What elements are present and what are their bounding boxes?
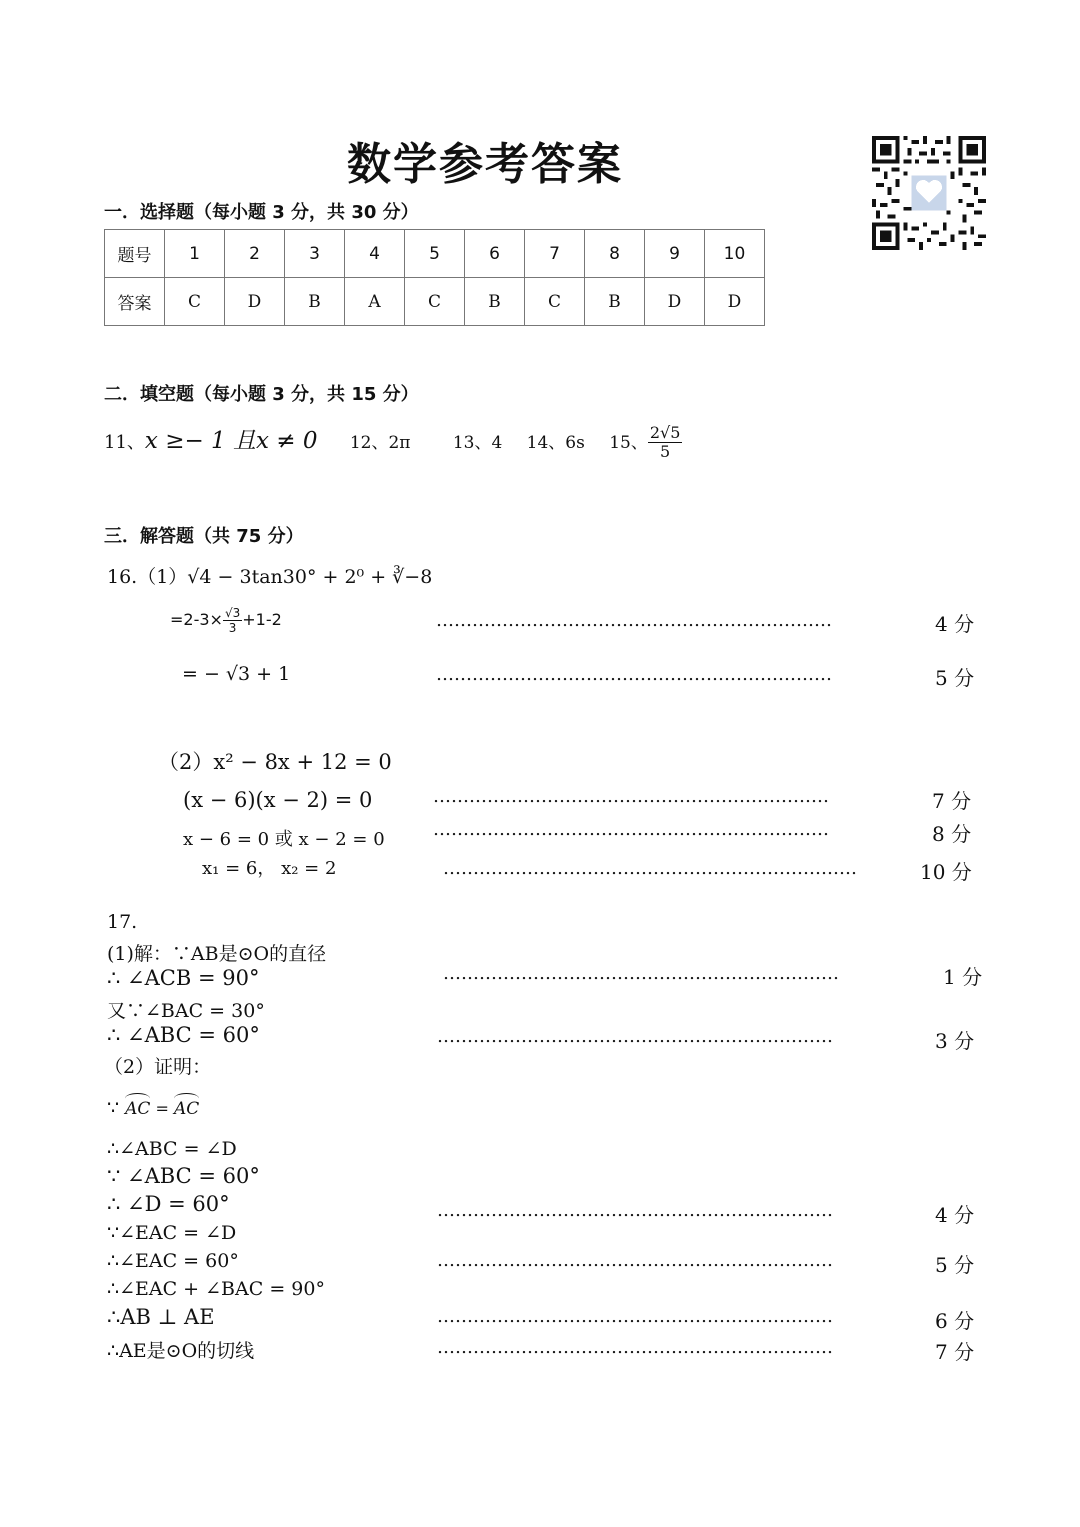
q17-2-line8: ∴AB ⊥ AE: [107, 1305, 215, 1329]
table-cell: 10: [705, 230, 765, 278]
q16-2-step3: x₁ = 6， x₂ = 2: [202, 858, 337, 879]
q16-2-step2: x − 6 = 0 或 x − 2 = 0: [183, 829, 385, 850]
dot-leader: …………………………………………………………: [437, 1337, 833, 1358]
table-cell: C: [525, 278, 585, 326]
table-cell: 6: [465, 230, 525, 278]
table-cell: 3: [285, 230, 345, 278]
q17-label: 17.: [107, 911, 138, 933]
table-cell: B: [585, 278, 645, 326]
score-label: 3 分: [935, 1029, 975, 1053]
dot-leader: …………………………………………………………: [436, 610, 832, 631]
q17-2-line7: ∴∠EAC + ∠BAC = 90°: [107, 1278, 325, 1300]
arc-ac: AC: [125, 1099, 151, 1119]
step-fraction: [223, 606, 242, 635]
equals-sign: =: [150, 1099, 175, 1118]
fill-answers: [104, 422, 718, 461]
dot-leader: …………………………………………………………: [433, 819, 829, 840]
score-label: 4 分: [935, 612, 975, 636]
q11-answer: x ≥− 1 且x ≠ 0: [144, 428, 318, 454]
q11-label: 11、: [104, 432, 145, 453]
table-cell: C: [405, 278, 465, 326]
score-label: 5 分: [935, 666, 975, 690]
q16-2-problem: （2）x² − 8x + 12 = 0: [158, 750, 392, 774]
qr-code: [872, 136, 986, 250]
step-text: =2-3×: [170, 610, 223, 629]
q13-answer: 13、4: [452, 433, 503, 453]
page-title: 数学参考答案: [347, 139, 623, 190]
dot-leader: …………………………………………………………: [437, 1250, 833, 1271]
table-cell: D: [705, 278, 765, 326]
dot-leader: …………………………………………………………: [436, 664, 832, 685]
row-label: 答案: [105, 278, 165, 326]
answer-table: [104, 229, 765, 326]
dot-leader: ……………………………………………………………: [443, 858, 857, 879]
section3-heading: 三．解答题（共 75 分）: [104, 526, 304, 547]
table-row: [105, 278, 765, 326]
q15-label: 15、: [609, 433, 648, 453]
dot-leader: …………………………………………………………: [433, 786, 829, 807]
dot-leader: …………………………………………………………: [437, 1306, 833, 1327]
q16-2-step1: (x − 6)(x − 2) = 0: [183, 788, 373, 812]
section2-heading: 二．填空题（每小题 3 分，共 15 分）: [104, 384, 419, 405]
q17-1-line3: 又∵∠BAC = 30°: [107, 1000, 265, 1022]
q16-1-step2: = − √3 + 1: [182, 663, 291, 685]
table-cell: 9: [645, 230, 705, 278]
q17-1-line2: ∴ ∠ACB = 90°: [107, 966, 260, 990]
arc-ac: AC: [174, 1099, 200, 1119]
score-label: 7 分: [932, 789, 972, 813]
score-label: 5 分: [935, 1253, 975, 1277]
table-cell: 4: [345, 230, 405, 278]
q15-numerator: 2√5: [649, 423, 681, 442]
score-label: 1 分: [943, 965, 983, 989]
q17-2-line9: ∴AE是⊙O的切线: [107, 1340, 255, 1362]
dot-leader: …………………………………………………………: [437, 1200, 833, 1221]
section1-heading: 一．选择题（每小题 3 分，共 30 分）: [104, 202, 419, 223]
table-cell: 2: [225, 230, 285, 278]
score-label: 6 分: [935, 1309, 975, 1333]
table-cell: D: [645, 278, 705, 326]
because-symbol: ∵: [107, 1097, 126, 1119]
q12-answer: 12、2π: [349, 433, 411, 453]
q17-1-line4: ∴ ∠ABC = 60°: [107, 1023, 260, 1047]
fraction-numerator: √3: [224, 606, 241, 620]
score-label: 7 分: [935, 1340, 975, 1364]
q17-2-line2: ∴∠ABC = ∠D: [107, 1138, 237, 1160]
table-cell: B: [285, 278, 345, 326]
score-label: 8 分: [932, 822, 972, 846]
q17-2-line6: ∴∠EAC = 60°: [107, 1250, 239, 1272]
q17-2-line3: ∵ ∠ABC = 60°: [107, 1164, 260, 1188]
table-cell: C: [165, 278, 225, 326]
q16-1-step1: [170, 606, 282, 635]
q17-2-label: （2）证明：: [104, 1056, 212, 1078]
q17-2-line5: ∵∠EAC = ∠D: [107, 1222, 237, 1244]
score-label: 4 分: [935, 1203, 975, 1227]
table-cell: B: [465, 278, 525, 326]
q17-2-line1: [107, 1097, 199, 1119]
q17-2-line4: ∴ ∠D = 60°: [107, 1192, 230, 1216]
q17-1-line1: (1)解：∵AB是⊙O的直径: [107, 943, 327, 965]
table-cell: 5: [405, 230, 465, 278]
table-cell: A: [345, 278, 405, 326]
q16-1-problem: 16.（1）√4 − 3tan30° + 2⁰ + ∛−8: [107, 566, 433, 588]
score-label: 10 分: [920, 860, 972, 884]
q15-fraction: [648, 424, 701, 461]
step-text: +1-2: [242, 610, 282, 629]
table-row: [105, 230, 765, 278]
table-cell: 8: [585, 230, 645, 278]
q15-denominator: 5: [660, 442, 671, 461]
row-label: 题号: [105, 230, 165, 278]
dot-leader: …………………………………………………………: [443, 963, 839, 984]
q14-answer: 14、6s: [526, 433, 585, 453]
fraction-denominator: 3: [228, 621, 237, 635]
dot-leader: …………………………………………………………: [437, 1026, 833, 1047]
table-cell: 7: [525, 230, 585, 278]
table-cell: D: [225, 278, 285, 326]
table-cell: 1: [165, 230, 225, 278]
